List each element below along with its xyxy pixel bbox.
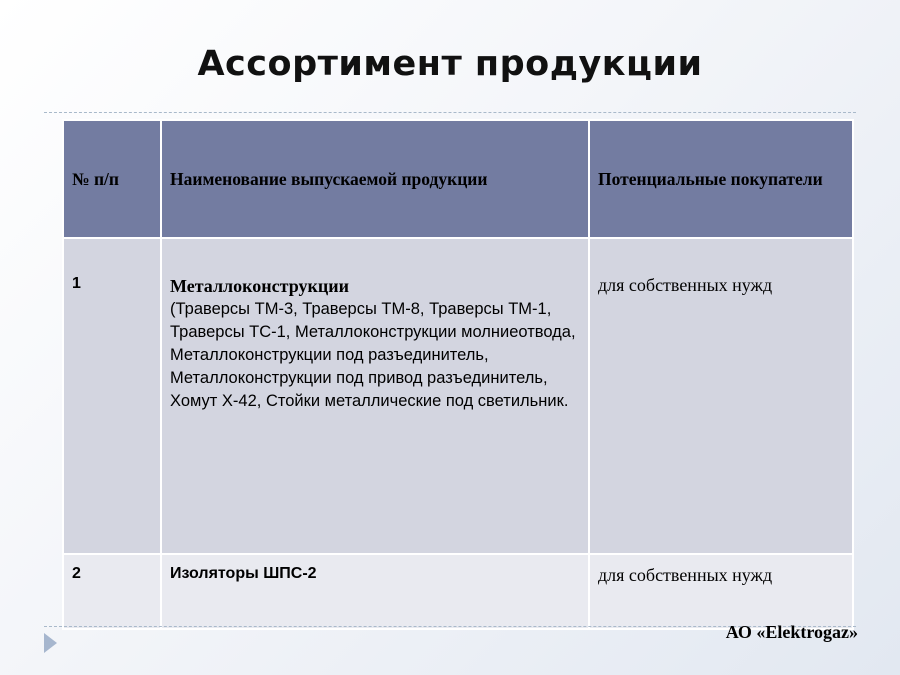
row-number: 2: [63, 554, 161, 629]
product-name: Изоляторы ШПС-2: [161, 554, 589, 629]
header-number: № п/п: [63, 120, 161, 238]
triangle-right-icon: [44, 633, 57, 653]
table-header-row: [63, 120, 853, 238]
top-divider: [44, 112, 856, 113]
header-product-name: Наименование выпускаемой продукции: [161, 120, 589, 238]
product-table: [62, 119, 854, 630]
table-row: [63, 238, 853, 554]
company-name: АО «Elektrogaz»: [725, 622, 858, 642]
table-row: [63, 554, 853, 629]
row-product: [161, 238, 589, 554]
row-number: 1: [63, 238, 161, 554]
row-buyer: для собственных нужд: [589, 238, 853, 554]
product-details: (Траверсы ТМ-3, Траверсы ТМ-8, Траверсы ТМ-1, Траверсы ТС-1, Металлоконструкции молниеотвода, Металлоконструкции под разъединитель, Металлоконструкции под привод разъединитель, Хомут Х-42, Стойки металлические под светильник.: [170, 300, 576, 410]
header-buyers: Потенциальные покупатели: [589, 120, 853, 238]
product-name: Металлоконструкции: [170, 276, 349, 296]
row-buyer: для собственных нужд: [589, 554, 853, 629]
slide-title: Ассортимент продукции: [197, 44, 703, 84]
